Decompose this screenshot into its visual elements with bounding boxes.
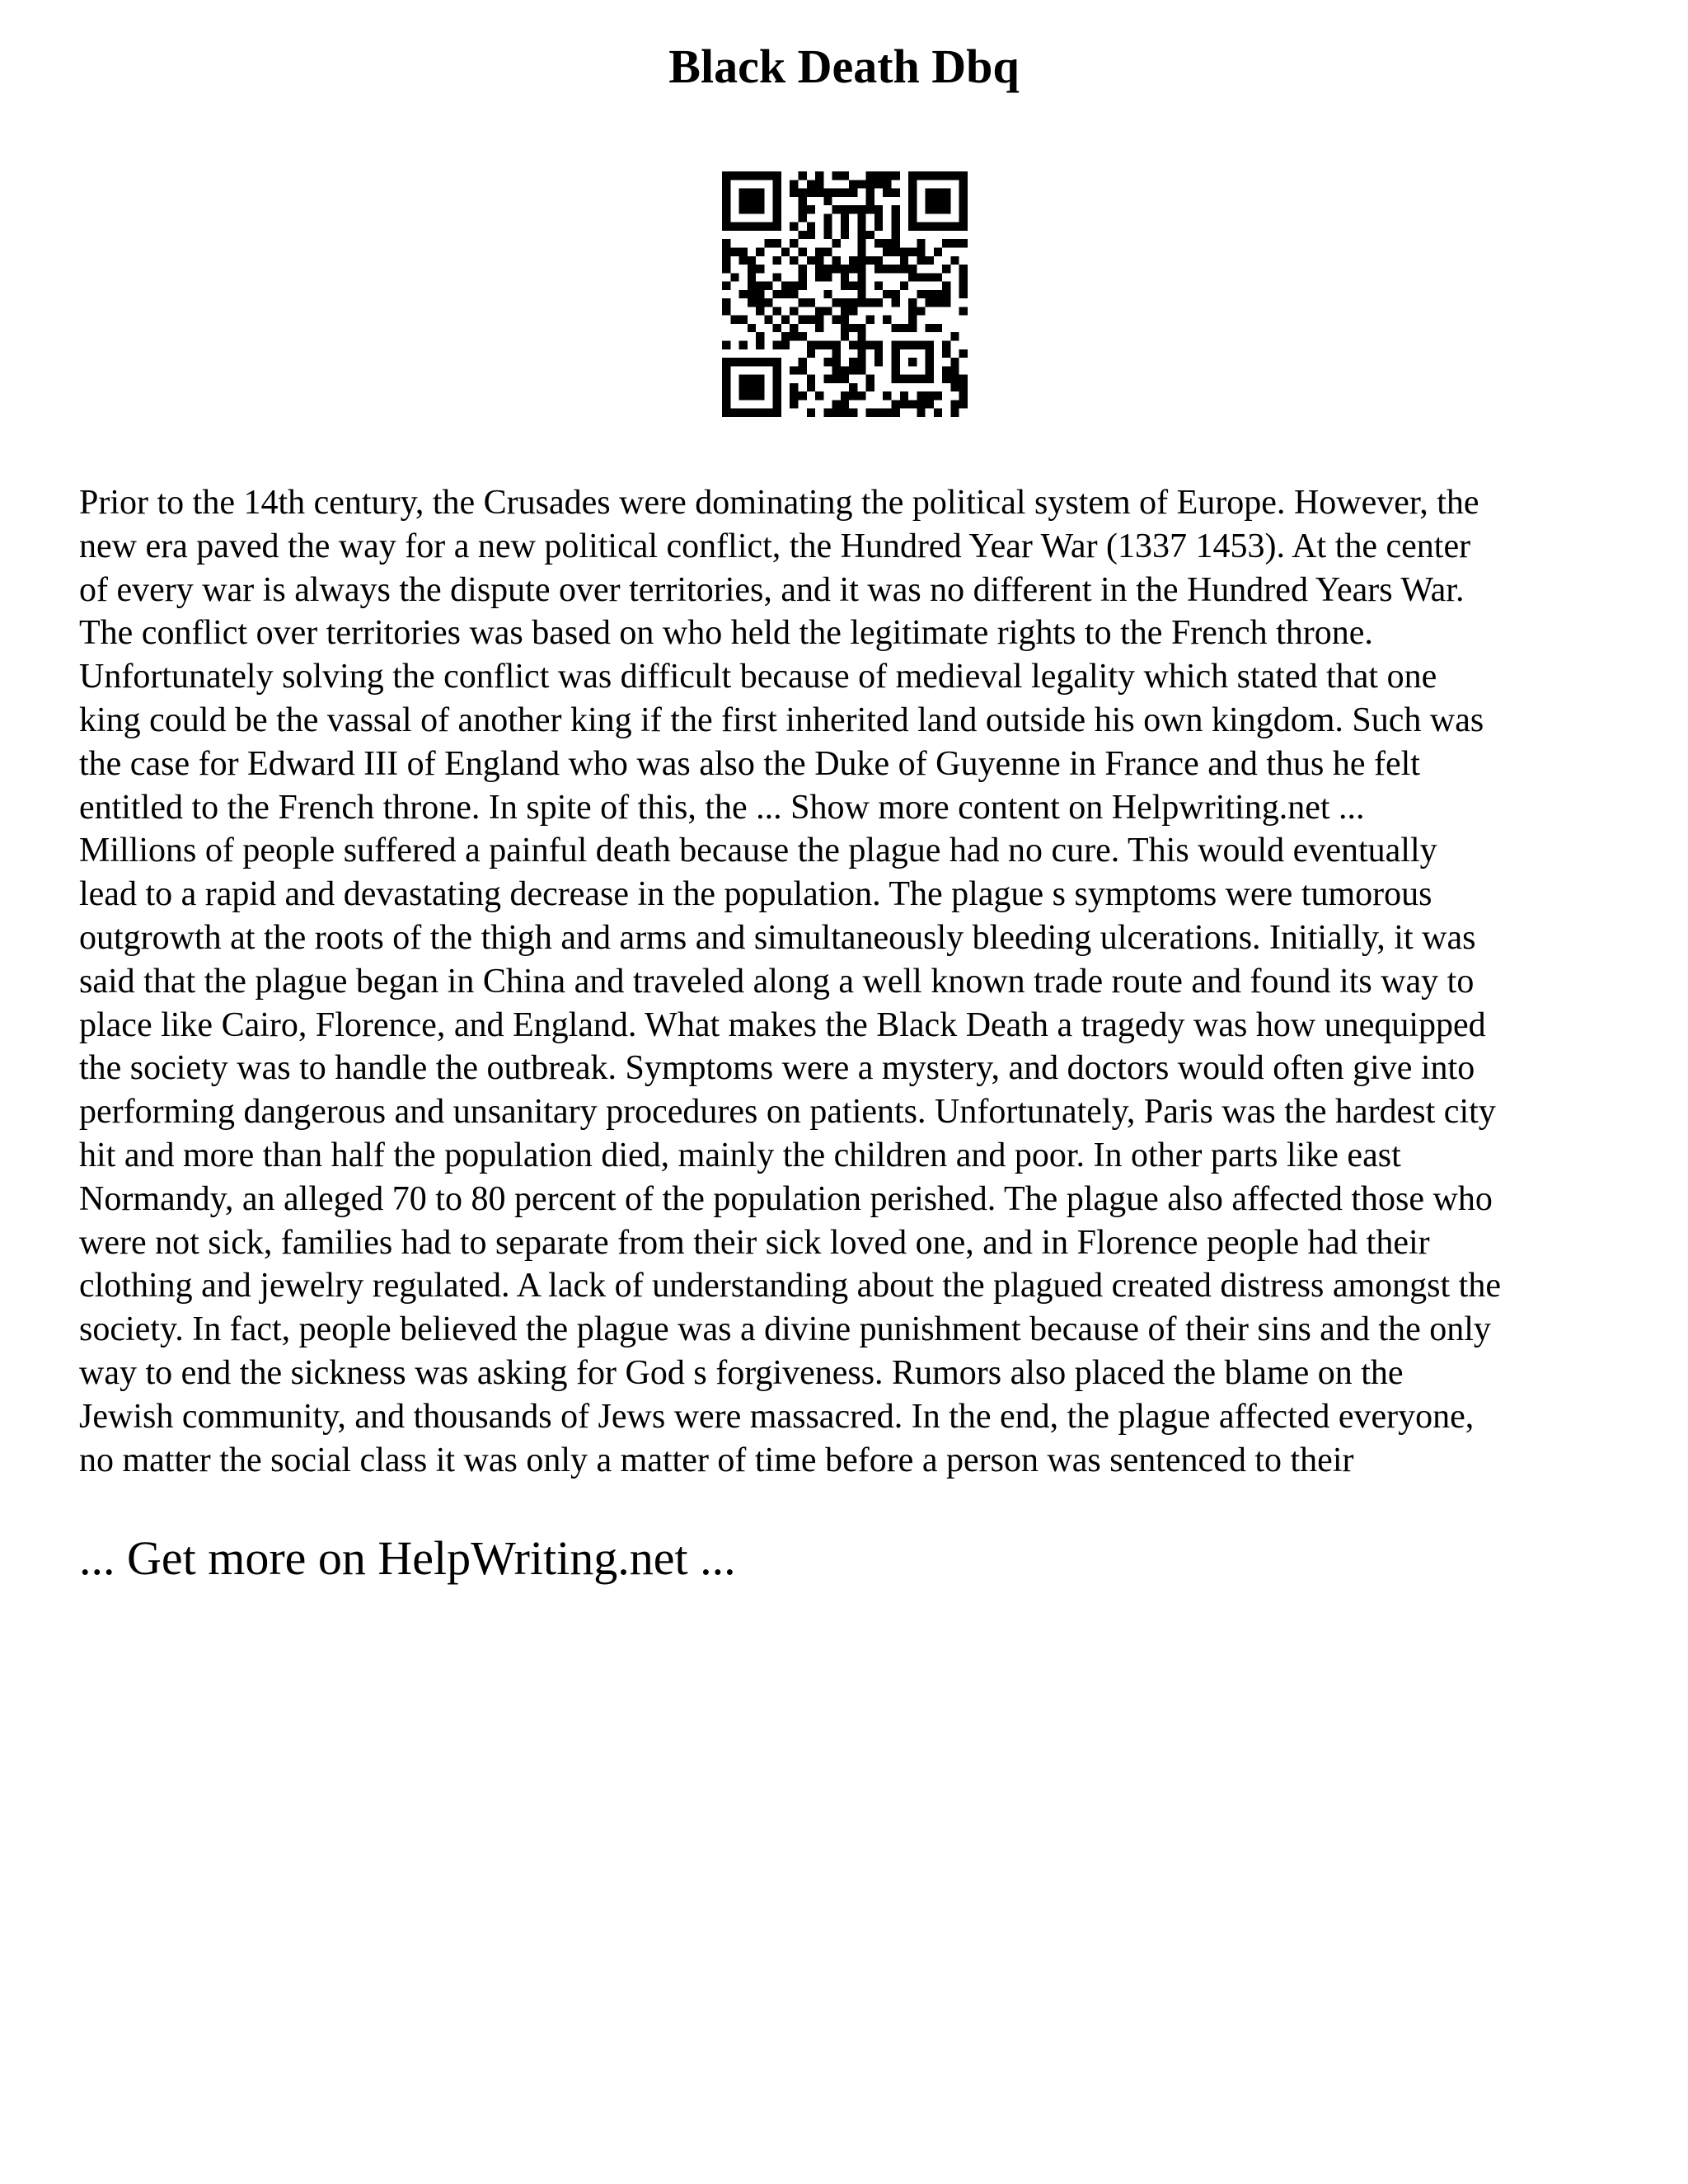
essay-line: outgrowth at the roots of the thigh and arms and simultaneously bleeding ulcerations. Initially, it was: [79, 918, 1476, 957]
essay-line: society. In fact, people believed the plague was a divine punishment because of their sins and the only: [79, 1310, 1491, 1349]
essay-line: way to end the sickness was asking for God s forgiveness. Rumors also placed the blame on the: [79, 1353, 1404, 1392]
page-title: Black Death Dbq: [668, 40, 1020, 93]
essay-line: performing dangerous and unsanitary procedures on patients. Unfortunately, Paris was the hardest city: [79, 1093, 1496, 1132]
essay-line: Prior to the 14th century, the Crusades were dominating the political system of Europe. However, the: [79, 484, 1479, 522]
essay-line: new era paved the way for a new political conflict, the Hundred Year War (1337 1453). At the center: [79, 527, 1471, 565]
essay-line: The conflict over territories was based on who held the legitimate rights to the French throne.: [79, 614, 1373, 653]
essay-line: no matter the social class it was only a matter of time before a person was sentenced to their: [79, 1441, 1354, 1479]
essay-line: the case for Edward III of England who was also the Duke of Guyenne in France and thus he felt: [79, 744, 1420, 783]
get-more-link[interactable]: ... Get more on HelpWriting.net ...: [79, 1531, 736, 1585]
essay-line: entitled to the French throne. In spite of this, the ... Show more content on Helpwriting.net ...: [79, 788, 1365, 827]
essay-line: Unfortunately solving the conflict was difficult because of medieval legality which stated that one: [79, 658, 1437, 696]
essay-line: clothing and jewelry regulated. A lack of understanding about the plagued created distress amongst the: [79, 1267, 1501, 1305]
essay-line: the society was to handle the outbreak. Symptoms were a mystery, and doctors would often give into: [79, 1049, 1475, 1088]
essay-line: said that the plague began in China and traveled along a well known trade route and found its way to: [79, 962, 1475, 1001]
essay-line: Normandy, an alleged 70 to 80 percent of the population perished. The plague also affected those who: [79, 1179, 1493, 1218]
essay-line: of every war is always the dispute over territories, and it was no different in the Hundred Years War.: [79, 570, 1465, 609]
essay-line: Jewish community, and thousands of Jews were massacred. In the end, the plague affected everyone,: [79, 1397, 1475, 1436]
essay-line: lead to a rapid and devastating decrease in the population. The plague s symptoms were tumorous: [79, 875, 1432, 914]
essay-body: [79, 481, 1629, 1482]
essay-line: were not sick, families had to separate from their sick loved one, and in Florence people had their: [79, 1223, 1430, 1262]
essay-line: hit and more than half the population died, mainly the children and poor. In other parts like east: [79, 1136, 1401, 1174]
essay-line: place like Cairo, Florence, and England. What makes the Black Death a tragedy was how unequipped: [79, 1005, 1486, 1044]
essay-line: king could be the vassal of another king if the first inherited land outside his own kingdom. Such was: [79, 701, 1484, 739]
qr-code-icon[interactable]: [722, 171, 968, 417]
essay-line: Millions of people suffered a painful death because the plague had no cure. This would eventually: [79, 832, 1437, 870]
